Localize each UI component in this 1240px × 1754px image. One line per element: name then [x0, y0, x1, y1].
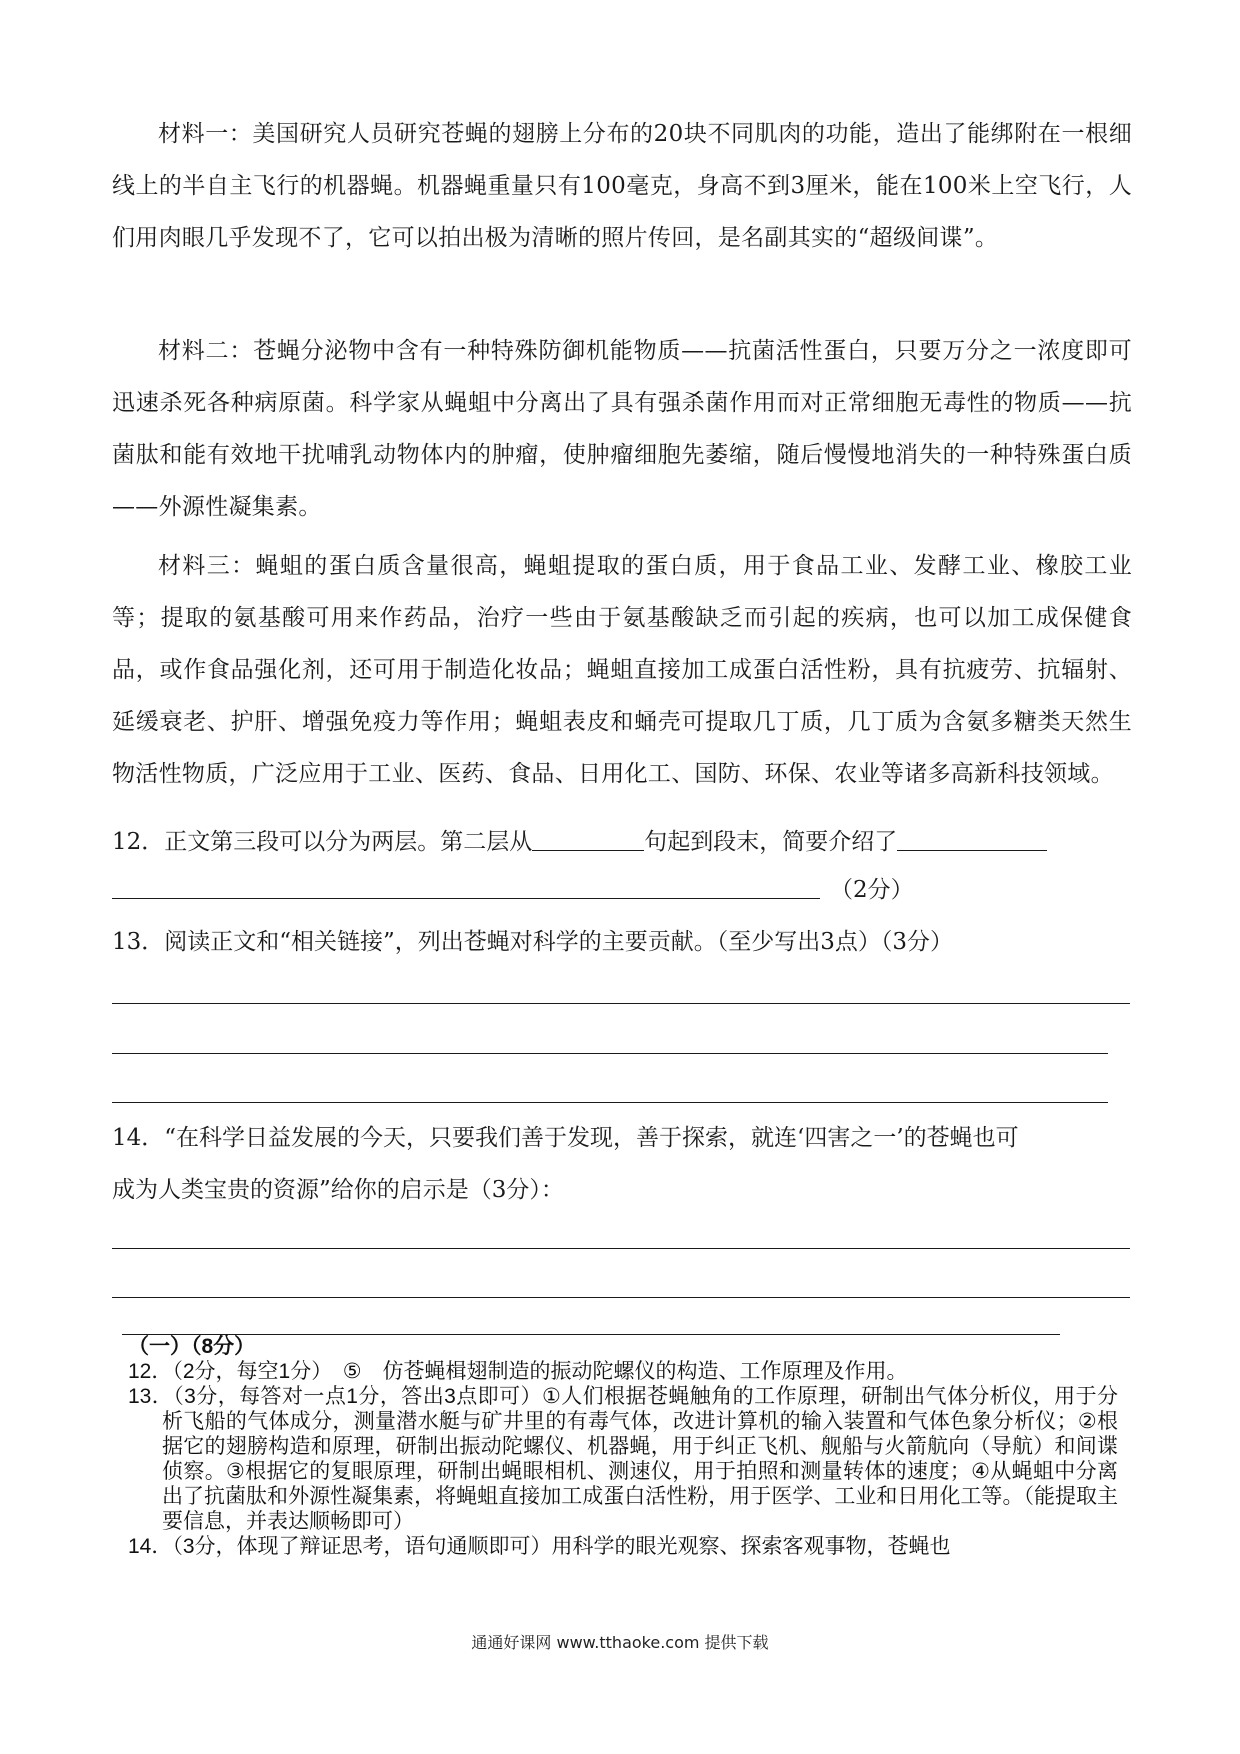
- question-12: [112, 822, 1047, 862]
- answer-key-heading: （一）（8分）: [128, 1335, 256, 1358]
- answer-line-14-2[interactable]: [112, 1297, 1130, 1298]
- question-13: 13．阅读正文和“相关链接”，列出苍蝇对科学的主要贡献。（至少写出3点）（3分）: [112, 929, 954, 955]
- answer-12: 12．（2分，每空1分） ⑤ 仿苍蝇楫翅制造的振动陀螺仪的构造、工作原理及作用。: [128, 1360, 908, 1383]
- question-14-line-1: 14．“在科学日益发展的今天，只要我们善于发现，善于探索，就连‘四害之一’的苍蝇也可: [112, 1125, 1019, 1151]
- answer-14: 14．（3分，体现了辩证思考，语句通顺即可）用科学的眼光观察、探索客观事物，苍蝇也: [128, 1535, 951, 1558]
- page-footer: 通通好课网 www.tthaoke.com 提供下载: [471, 1633, 769, 1652]
- answer-line-13-2[interactable]: [112, 1053, 1108, 1054]
- question-12-blank-1[interactable]: [532, 826, 644, 851]
- question-12-blank-2[interactable]: [897, 826, 1047, 851]
- answer-key: [128, 1334, 1118, 1559]
- answer-13: 13．（3分，每答对一点1分，答出3点即可）①人们根据苍蝇触角的工作原理，研制出气体分析仪，用于分析飞船的气体成分，测量潜水艇与矿井里的有毒气体，改进计算机的输入装置和气体色象分析仪；②根据它的翅膀构造和原理，研制出振动陀螺仪、机器蝇，用于纠正飞机、舰船与火箭航向（导航）和间谍侦察。③根据它的复眼原理，研制出蝇眼相机、测速仪，用于拍照和测量转体的速度；④从蝇蛆中分离出了抗菌肽和外源性凝集素，将蝇蛆直接加工成蛋白活性粉，用于医学、工业和日用化工等。（能提取主要信息，并表达顺畅即可）: [128, 1385, 1118, 1533]
- question-12-part2: 句起到段末，简要介绍了: [644, 829, 898, 855]
- question-12-line-2: [112, 870, 914, 910]
- material-two: 材料二：苍蝇分泌物中含有一种特殊防御机能物质——抗菌活性蛋白，只要万分之一浓度即可迅速杀死各种病原菌。科学家从蝇蛆中分离出了具有强杀菌作用而对正常细胞无毒性的物质——抗菌肽和能有效地干扰哺乳动物体内的肿瘤，使肿瘤细胞先萎缩，随后慢慢地消失的一种特殊蛋白质——外源性凝集素。: [112, 338, 1132, 520]
- question-12-blank-3[interactable]: [112, 874, 820, 899]
- question-12-part1: 12．正文第三段可以分为两层。第二层从: [112, 829, 533, 855]
- question-12-score: （2分）: [830, 877, 914, 903]
- answer-line-13-3[interactable]: [112, 1102, 1108, 1103]
- material-three: 材料三：蝇蛆的蛋白质含量很高，蝇蛆提取的蛋白质，用于食品工业、发酵工业、橡胶工业等；提取的氨基酸可用来作药品，治疗一些由于氨基酸缺乏而引起的疾病，也可以加工成保健食品，或作食品强化剂，还可用于制造化妆品；蝇蛆直接加工成蛋白活性粉，具有抗疲劳、抗辐射、延缓衰老、护肝、增强免疫力等作用；蝇蛆表皮和蛹壳可提取几丁质，几丁质为含氨多糖类天然生物活性物质，广泛应用于工业、医药、食品、日用化工、国防、环保、农业等诸多高新科技领域。: [112, 553, 1132, 787]
- answer-line-14-1[interactable]: [112, 1248, 1130, 1249]
- material-one: 材料一：美国研究人员研究苍蝇的翅膀上分布的20块不同肌肉的功能，造出了能绑附在一根细线上的半自主飞行的机器蝇。机器蝇重量只有100毫克，身高不到3厘米，能在100米上空飞行，人们用肉眼几乎发现不了，它可以拍出极为清晰的照片传回，是名副其实的“超级间谍”。: [112, 121, 1132, 251]
- question-14-line-2: 成为人类宝贵的资源”给你的启示是（3分）：: [112, 1177, 564, 1203]
- answer-line-13-1[interactable]: [112, 1003, 1130, 1004]
